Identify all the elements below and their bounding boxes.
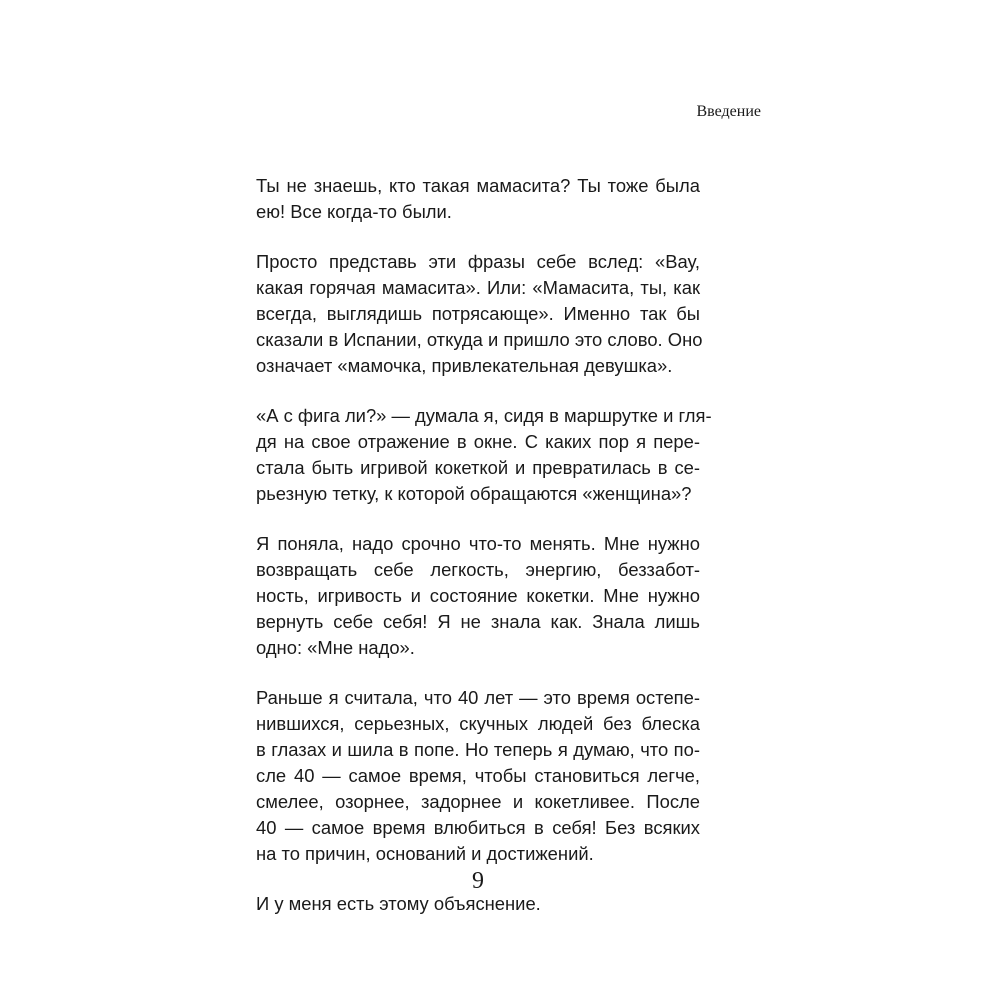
paragraph-2 [256, 249, 703, 379]
text-line: рьезную тетку, к которой обращаются «женщина»? [256, 483, 692, 504]
text-line: Раньше я считала, что 40 лет — это время остепе- [256, 687, 700, 708]
text-line: смелее, озорнее, задорнее и кокетливее. После [256, 791, 700, 812]
paragraph-4 [256, 531, 700, 661]
text-line: Ты не знаешь, кто такая мамасита? Ты тоже была [256, 175, 700, 196]
text-line: ность, игривость и состояние кокетки. Мне нужно [256, 585, 700, 606]
text-line: вернуть себе себя! Я не знала как. Знала лишь [256, 611, 700, 632]
text-line: Я поняла, надо срочно что-то менять. Мне нужно [256, 533, 700, 554]
text-line: ею! Все когда-то были. [256, 201, 452, 222]
text-line: И у меня есть этому объяснение. [256, 893, 541, 914]
text-line: дя на свое отражение в окне. С каких пор я пере- [256, 431, 700, 452]
text-line: сказали в Испании, откуда и пришло это слово. Оно [256, 329, 703, 350]
paragraph-1 [256, 173, 700, 225]
text-line: 40 — самое время влюбиться в себя! Без всяких [256, 817, 700, 838]
text-line: одно: «Мне надо». [256, 637, 415, 658]
text-line: стала быть игривой кокеткой и превратилась в се- [256, 457, 700, 478]
text-line: на то причин, оснований и достижений. [256, 843, 594, 864]
text-line: какая горячая мамасита». Или: «Мамасита, ты, как [256, 277, 700, 298]
text-line: в глазах и шила в попе. Но теперь я думаю, что по- [256, 739, 700, 760]
text-line: нившихся, серьезных, скучных людей без блеска [256, 713, 700, 734]
page-number: 9 [472, 868, 484, 894]
text-line: Просто представь эти фразы себе вслед: «Вау, [256, 251, 700, 272]
body-text [256, 173, 712, 941]
paragraph-5 [256, 685, 700, 867]
running-head-title: Введение [696, 103, 761, 120]
text-line: возвращать себе легкость, энергию, беззабот- [256, 559, 700, 580]
paragraph-3 [256, 403, 712, 507]
text-line: всегда, выглядишь потрясающе». Именно так бы [256, 303, 700, 324]
text-line: означает «мамочка, привлекательная девушка». [256, 355, 673, 376]
text-line: сле 40 — самое время, чтобы становиться легче, [256, 765, 700, 786]
text-line: «А с фига ли?» — думала я, сидя в маршрутке и гля- [256, 405, 712, 426]
